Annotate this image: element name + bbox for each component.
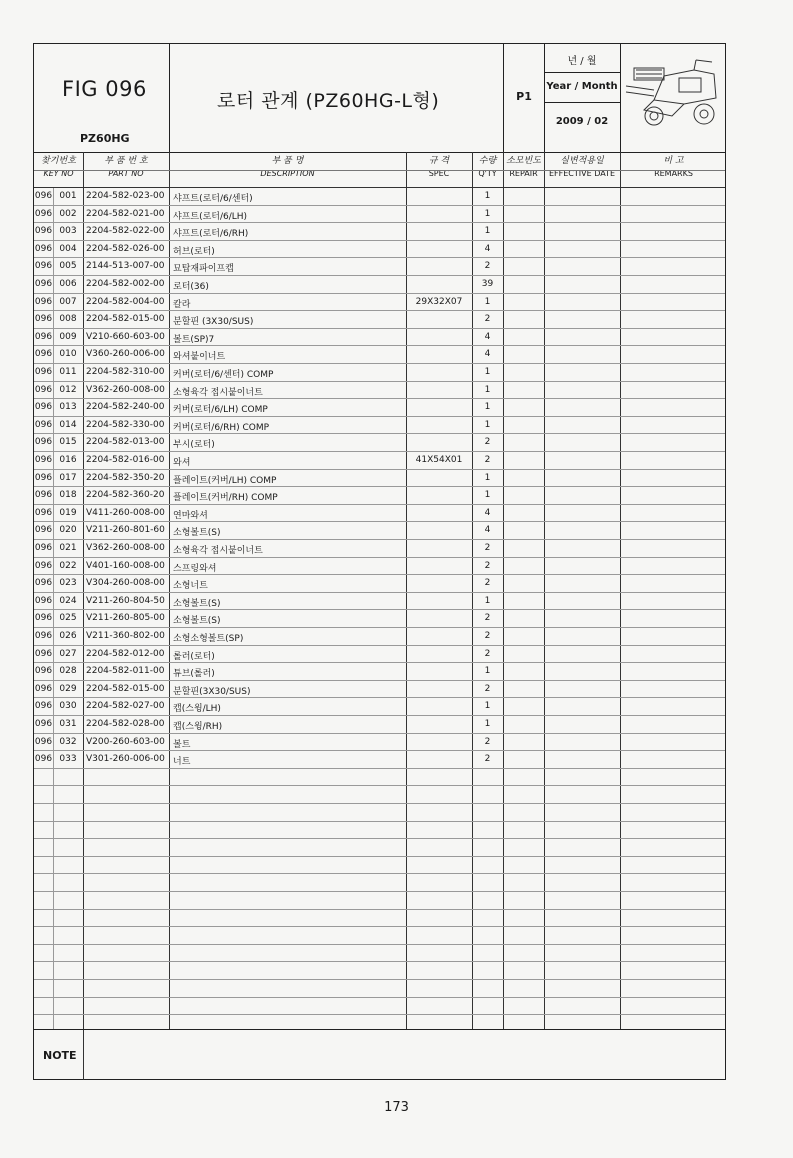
table-cell-part: 2204-582-002-00: [86, 279, 165, 289]
column-header: [83, 153, 169, 178]
column-header-ko: 실변적용일: [560, 156, 604, 166]
table-cell-fig: 096: [34, 507, 53, 518]
table-cell-qty: 1: [484, 367, 491, 377]
column-header-ko: 찾기번호: [41, 156, 76, 166]
table-cell-fig: 096: [34, 578, 53, 589]
table-cell-part: V211-360-802-00: [86, 631, 165, 641]
table-cell-part: V411-260-008-00: [86, 507, 165, 518]
table-cell-part: 2204-582-360-20: [86, 490, 165, 501]
table-cell-desc: 플레이트(커버/LH) COMP: [173, 475, 277, 486]
table-cell-qty: 2: [484, 613, 491, 624]
column-header-en: Q'TY: [478, 169, 497, 178]
table-cell-key: 023: [59, 578, 77, 589]
column-header-ko: 소모빈도: [506, 156, 541, 166]
table-cell-key: 017: [59, 472, 77, 483]
column-header: [406, 153, 472, 178]
table-cell-key: 006: [59, 279, 77, 289]
model-name: PZ60HG: [80, 132, 130, 145]
table-cell-fig: 096: [34, 243, 53, 254]
table-cell-key: 007: [59, 296, 77, 307]
parts-table: [34, 152, 725, 1029]
column-header-en: KEY NO: [43, 169, 74, 178]
table-cell-desc: 소형볼트(S): [173, 616, 221, 627]
table-cell-qty: 2: [484, 631, 491, 641]
table-cell-desc: 커버(로터/6/LH) COMP: [173, 405, 268, 416]
table-cell-qty: 4: [484, 349, 491, 360]
table-cell-key: 002: [59, 208, 77, 219]
table-cell-fig: 096: [34, 613, 53, 624]
table-cell-qty: 4: [484, 507, 491, 518]
table-cell-qty: 1: [484, 719, 491, 729]
revision-date: 2009 / 02: [555, 116, 609, 127]
table-cell-fig: 096: [34, 367, 53, 377]
table-cell-part: V210-660-603-00: [86, 331, 165, 342]
table-cell-spec: 41X54X01: [415, 455, 463, 465]
table-cell-fig: 096: [34, 666, 53, 677]
table-cell-key: 019: [59, 507, 77, 518]
table-cell-key: 003: [59, 226, 77, 237]
column-header-en: REMARKS: [654, 169, 693, 178]
table-cell-fig: 096: [34, 472, 53, 483]
table-cell-fig: 096: [34, 719, 53, 729]
column-header-ko: 비 고: [663, 156, 684, 166]
table-cell-fig: 096: [34, 384, 53, 395]
table-cell-key: 004: [59, 243, 77, 254]
table-cell-part: V301-260-006-00: [86, 754, 165, 765]
column-header-ko: 부 품 명: [271, 156, 304, 166]
column-header: [169, 153, 406, 178]
year-month-ko: 년 / 월: [567, 56, 597, 67]
table-cell-key: 029: [59, 683, 77, 694]
table-cell-part: V211-260-804-50: [86, 595, 165, 606]
table-cell-desc: 소형소형볼트(SP): [173, 634, 244, 644]
table-cell-desc: 샤프트(로터/6/RH): [173, 229, 249, 240]
table-cell-fig: 096: [34, 683, 53, 694]
table-cell-fig: 096: [34, 349, 53, 360]
table-cell-part: V362-260-008-00: [86, 543, 165, 553]
table-cell-desc: 연마와셔: [173, 510, 208, 521]
table-cell-desc: 허브(로터): [173, 246, 215, 257]
column-header: [472, 153, 503, 178]
table-cell-desc: 커버(로터/6/센터) COMP: [173, 370, 274, 380]
table-cell-fig: 096: [34, 736, 53, 747]
note-section: [34, 1029, 725, 1080]
table-cell-desc: 칼라: [173, 299, 191, 310]
table-cell-fig: 096: [34, 226, 53, 237]
table-cell-part: V401-160-008-00: [86, 560, 165, 571]
table-cell-part: 2204-582-350-20: [86, 472, 165, 483]
table-cell-key: 014: [59, 419, 77, 430]
table-cell-key: 008: [59, 314, 77, 325]
column-header-ko: 규 격: [428, 156, 450, 166]
table-cell-fig: 096: [34, 402, 53, 413]
table-cell-key: 011: [59, 367, 77, 377]
table-cell-key: 016: [59, 455, 77, 465]
table-cell-fig: 096: [34, 560, 53, 571]
table-cell-part: V360-260-006-00: [86, 349, 165, 360]
table-cell-part: 2204-582-028-00: [86, 719, 165, 729]
table-cell-desc: 분할핀(3X30/SUS): [173, 686, 251, 697]
note-label: NOTE: [43, 1049, 77, 1062]
table-cell-part: 2204-582-330-00: [86, 419, 165, 430]
table-cell-key: 030: [59, 701, 77, 712]
table-cell-fig: 096: [34, 314, 53, 325]
table-cell-desc: 소형너트: [173, 581, 208, 592]
table-cell-part: V200-260-603-00: [86, 736, 165, 747]
table-cell-fig: 096: [34, 279, 53, 289]
table-cell-fig: 096: [34, 419, 53, 430]
table-cell-qty: 39: [481, 279, 494, 289]
table-cell-qty: 1: [484, 191, 491, 201]
table-cell-part: 2204-582-310-00: [86, 367, 165, 377]
table-cell-part: V211-260-805-00: [86, 613, 165, 624]
column-header: [544, 153, 620, 178]
table-cell-part: V304-260-008-00: [86, 578, 165, 589]
column-header-en: SPEC: [428, 169, 450, 178]
table-cell-qty: 1: [484, 208, 491, 219]
table-cell-desc: 와셔붙이너트: [173, 352, 226, 363]
table-cell-fig: 096: [34, 455, 53, 465]
column-header-ko: 수량: [478, 156, 497, 166]
table-cell-fig: 096: [34, 595, 53, 606]
table-cell-part: 2204-582-240-00: [86, 402, 165, 413]
table-cell-part: V211-260-801-60: [86, 525, 165, 536]
table-cell-key: 001: [59, 191, 77, 201]
table-cell-fig: 096: [34, 525, 53, 536]
table-cell-fig: 096: [34, 437, 53, 448]
table-cell-desc: 와셔: [173, 458, 191, 468]
table-cell-qty: 1: [484, 701, 491, 712]
table-cell-desc: 너트: [173, 757, 191, 768]
table-cell-desc: 샤프트(로터/6/LH): [173, 211, 248, 222]
table-cell-desc: 커버(로터/6/RH) COMP: [173, 422, 270, 433]
column-header-en: EFFECTIVE DATE: [548, 169, 616, 178]
sheet-header: [34, 44, 725, 153]
table-cell-fig: 096: [34, 631, 53, 641]
table-cell-key: 028: [59, 666, 77, 677]
table-cell-qty: 2: [484, 736, 491, 747]
table-cell-qty: 2: [484, 648, 491, 659]
page-number: 173: [384, 1100, 409, 1115]
table-cell-key: 027: [59, 648, 77, 659]
table-cell-qty: 2: [484, 560, 491, 571]
table-cell-qty: 1: [484, 226, 491, 237]
table-cell-key: 005: [59, 261, 77, 272]
table-cell-qty: 1: [484, 490, 491, 501]
table-cell-part: 2204-582-015-00: [86, 683, 165, 694]
table-cell-part: 2204-582-015-00: [86, 314, 165, 325]
table-cell-desc: 분할핀 (3X30/SUS): [173, 317, 254, 328]
table-cell-part: 2204-582-021-00: [86, 208, 165, 219]
table-cell-desc: 소형볼트(S): [173, 598, 221, 609]
table-cell-fig: 096: [34, 701, 53, 712]
table-cell-desc: 소형볼트(S): [173, 528, 221, 539]
table-cell-desc: 볼트: [173, 739, 191, 750]
table-cell-desc: 부시(로터): [173, 440, 215, 451]
table-cell-part: 2204-582-027-00: [86, 701, 165, 712]
table-cell-key: 024: [59, 595, 77, 606]
table-cell-key: 013: [59, 402, 77, 413]
table-cell-qty: 1: [484, 595, 491, 606]
figure-number: FIG 096: [62, 77, 147, 101]
table-cell-qty: 2: [484, 314, 491, 325]
table-cell-key: 026: [59, 631, 77, 641]
table-cell-key: 009: [59, 331, 77, 342]
table-cell-qty: 4: [484, 525, 491, 536]
table-cell-part: V362-260-008-00: [86, 384, 165, 395]
table-cell-desc: 소형육각 접시붙이너트: [173, 387, 263, 398]
parts-sheet: [33, 43, 726, 1080]
table-cell-qty: 4: [484, 331, 491, 342]
column-header-en: PART NO: [108, 169, 144, 178]
table-cell-qty: 2: [484, 261, 491, 272]
table-cell-key: 015: [59, 437, 77, 448]
table-cell-qty: 1: [484, 402, 491, 413]
table-cell-part: 2204-582-011-00: [86, 666, 165, 677]
table-cell-desc: 캡(스윙/LH): [173, 704, 221, 715]
table-cell-qty: 1: [484, 296, 491, 307]
table-cell-key: 022: [59, 560, 77, 571]
table-cell-desc: 튜브(롤러): [173, 669, 215, 680]
table-cell-part: 2204-582-013-00: [86, 437, 165, 448]
table-cell-fig: 096: [34, 208, 53, 219]
table-cell-qty: 1: [484, 419, 491, 430]
table-cell-qty: 1: [484, 472, 491, 483]
table-cell-key: 032: [59, 736, 77, 747]
table-cell-qty: 2: [484, 437, 491, 448]
table-cell-desc: 로터(36): [173, 282, 209, 292]
table-cell-desc: 샤프트(로터/6/센터): [173, 194, 253, 204]
table-cell-key: 020: [59, 525, 77, 536]
table-cell-qty: 1: [484, 666, 491, 677]
table-cell-key: 012: [59, 384, 77, 395]
table-cell-qty: 2: [484, 754, 491, 765]
table-cell-key: 021: [59, 543, 77, 553]
table-cell-qty: 2: [484, 578, 491, 589]
table-cell-fig: 096: [34, 331, 53, 342]
table-cell-qty: 1: [484, 384, 491, 395]
rice-transplanter-illustration: [624, 56, 722, 136]
table-cell-fig: 096: [34, 648, 53, 659]
table-cell-part: 2204-582-016-00: [86, 455, 165, 465]
page-code: P1: [516, 90, 532, 103]
table-cell-qty: 2: [484, 543, 491, 553]
table-cell-fig: 096: [34, 296, 53, 307]
table-cell-fig: 096: [34, 754, 53, 765]
year-month-label: Year / Month: [546, 81, 618, 92]
column-header-ko: 부 품 번 호: [104, 156, 148, 166]
table-cell-desc: 묘탑재파이프캡: [173, 264, 234, 275]
table-cell-part: 2204-582-022-00: [86, 226, 165, 237]
column-header: [34, 153, 83, 178]
table-cell-key: 033: [59, 754, 77, 765]
column-header-en: DESCRIPTION: [260, 169, 315, 178]
table-cell-qty: 2: [484, 683, 491, 694]
column-header: [503, 153, 544, 178]
column-header: [620, 153, 727, 178]
table-cell-part: 2204-582-026-00: [86, 243, 165, 254]
table-cell-desc: 스프링와셔: [173, 563, 217, 574]
table-cell-part: 2144-513-007-00: [86, 261, 165, 272]
table-cell-desc: 소형육각 접시붙이너트: [173, 546, 263, 556]
column-header-en: REPAIR: [509, 169, 538, 178]
page-title: 로터 관계 (PZ60HG-L형): [217, 90, 440, 112]
table-cell-key: 018: [59, 490, 77, 501]
table-cell-qty: 4: [484, 243, 491, 254]
table-cell-qty: 2: [484, 455, 491, 465]
table-cell-desc: 플레이트(커버/RH) COMP: [173, 493, 278, 504]
table-cell-spec: 29X32X07: [415, 296, 463, 307]
table-cell-key: 025: [59, 613, 77, 624]
table-cell-fig: 096: [34, 261, 53, 272]
table-cell-desc: 캡(스윙/RH): [173, 722, 223, 732]
table-cell-part: 2204-582-023-00: [86, 191, 165, 201]
table-cell-part: 2204-582-012-00: [86, 648, 165, 659]
table-cell-fig: 096: [34, 191, 53, 201]
table-cell-fig: 096: [34, 543, 53, 553]
table-cell-key: 031: [59, 719, 77, 729]
table-cell-fig: 096: [34, 490, 53, 501]
table-cell-part: 2204-582-004-00: [86, 296, 165, 307]
table-cell-desc: 볼트(SP)7: [173, 334, 215, 345]
table-cell-key: 010: [59, 349, 77, 360]
table-cell-desc: 롤러(로터): [173, 651, 215, 662]
